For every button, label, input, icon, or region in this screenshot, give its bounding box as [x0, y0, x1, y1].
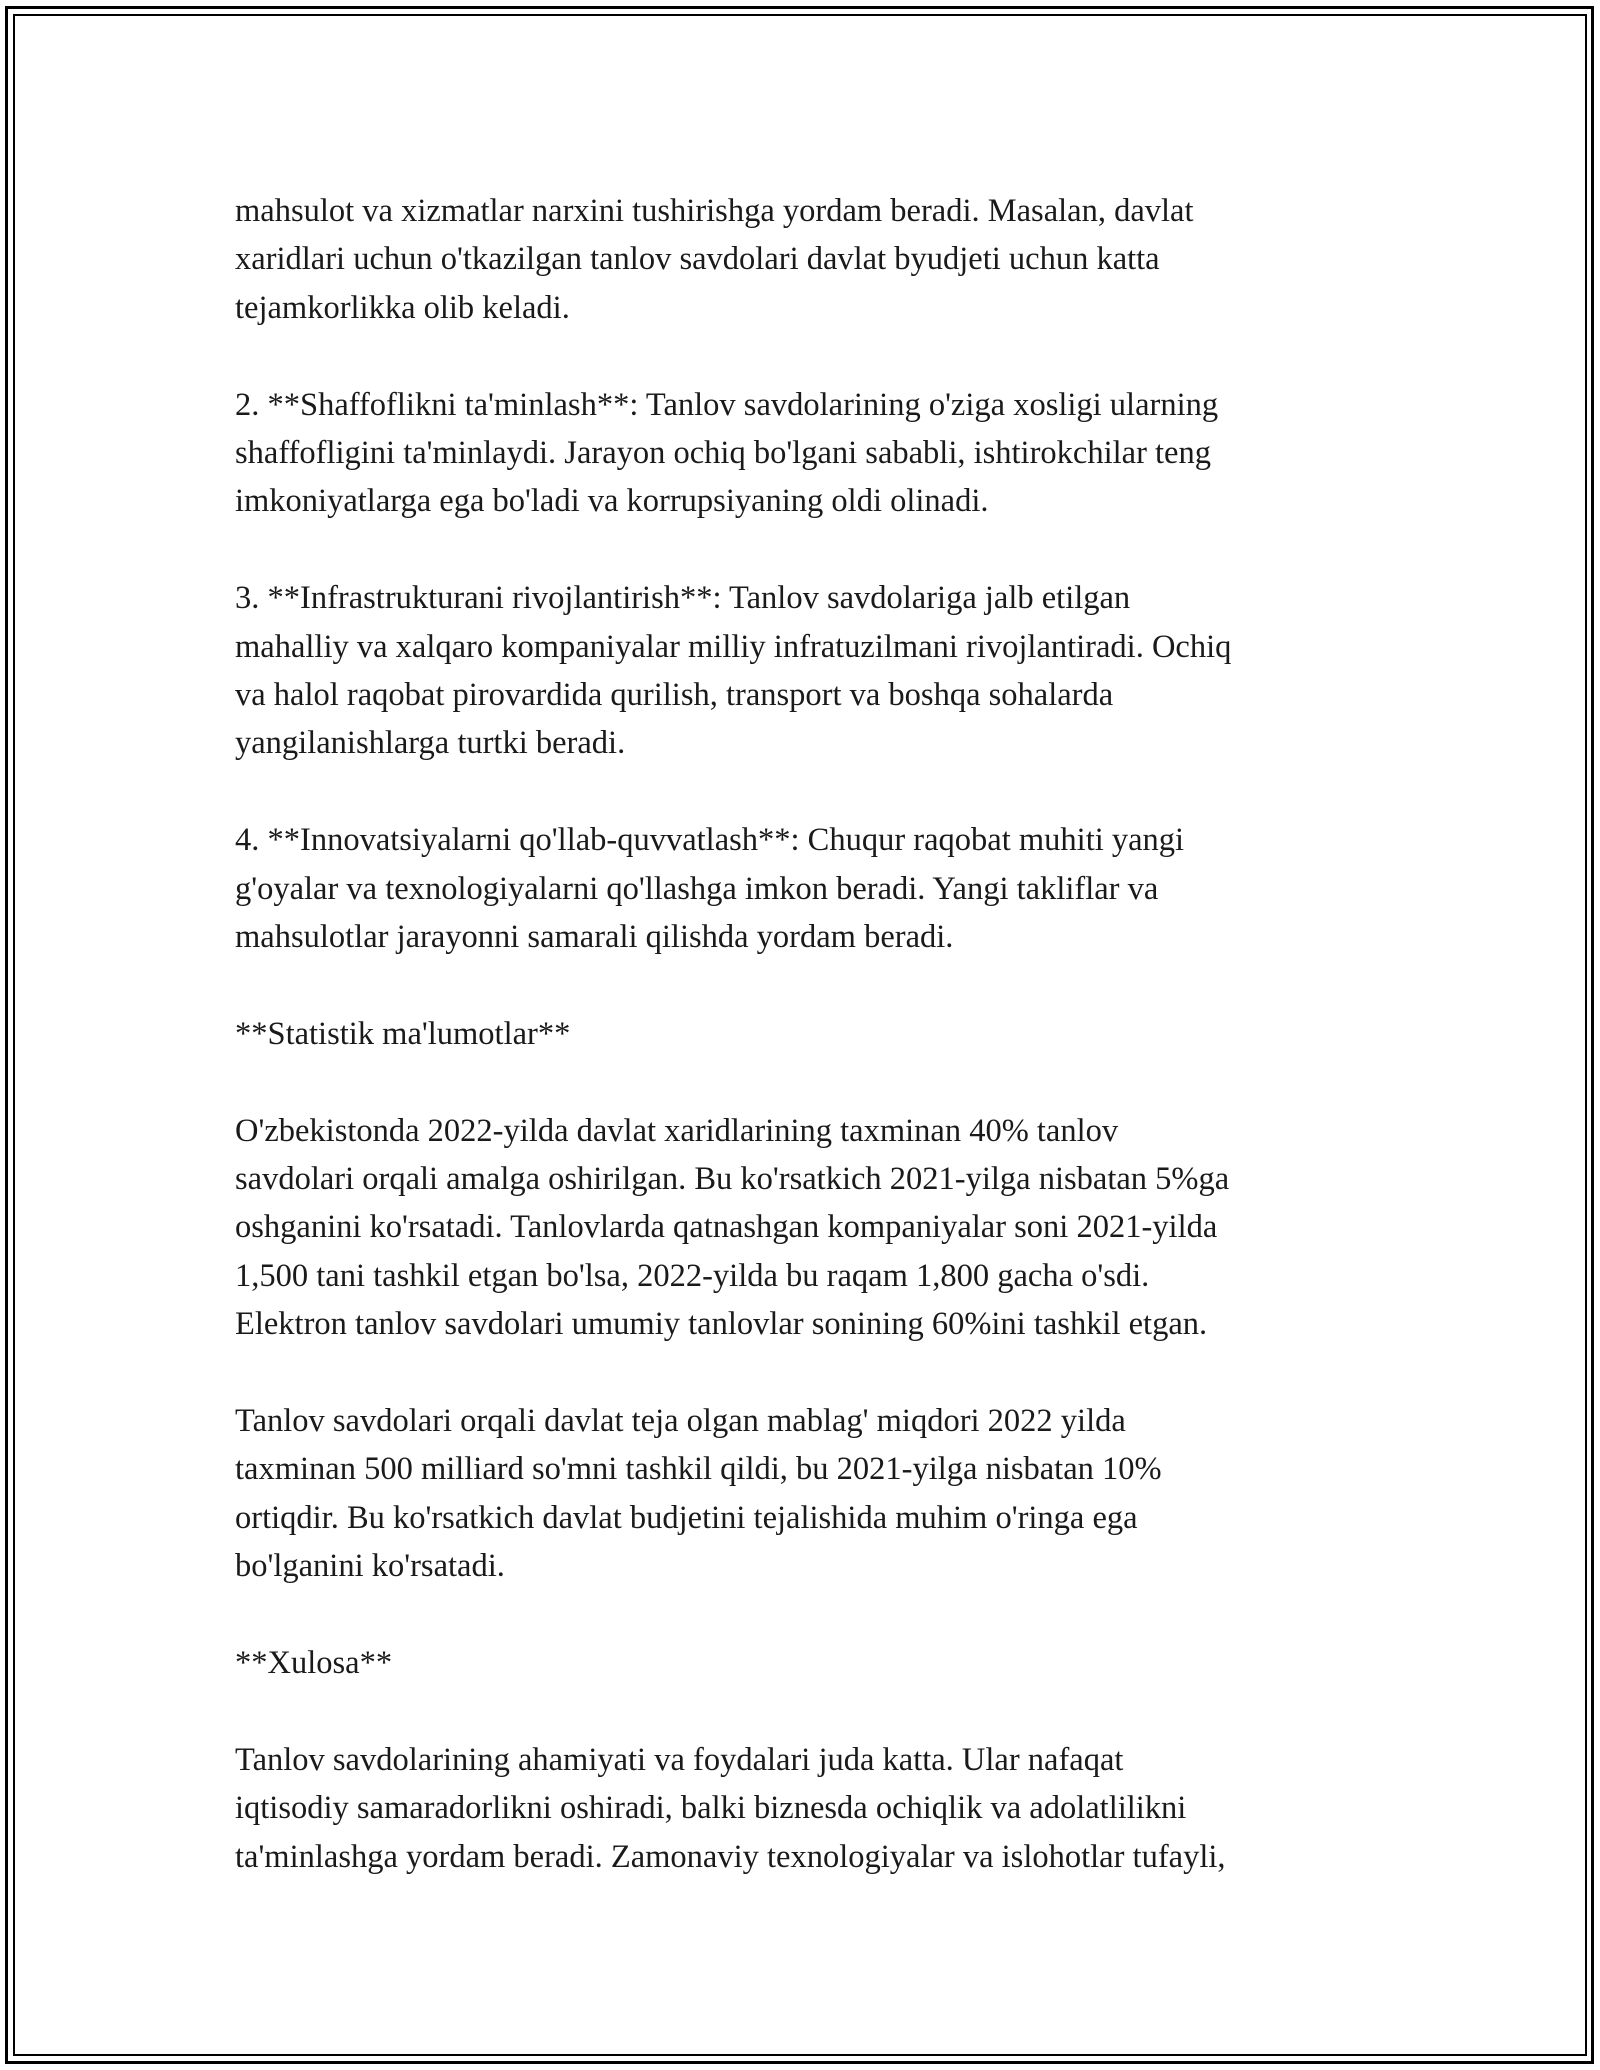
text-line: g'oyalar va texnologiyalarni qo'llashga imkon beradi. Yangi takliflar va: [235, 870, 1159, 907]
paragraph-statistics-1: [235, 1107, 1415, 1349]
paragraph-point-4: [235, 816, 1415, 961]
text-line: va halol raqobat pirovardida qurilish, transport va boshqa sohalarda: [235, 677, 1114, 714]
paragraph-point-2: [235, 381, 1415, 526]
text-line: mahalliy va xalqaro kompaniyalar milliy infratuzilmani rivojlantiradi. Ochiq: [235, 628, 1232, 665]
text-line: tejamkorlikka olib keladi.: [235, 289, 570, 326]
paragraph-conclusion: [235, 1736, 1415, 1881]
paragraph-statistics-2: [235, 1397, 1415, 1591]
paragraph-point-3: [235, 574, 1415, 768]
text-line: mahsulot va xizmatlar narxini tushirishga yordam beradi. Masalan, davlat: [235, 193, 1194, 229]
text-line: 3. **Infrastrukturani rivojlantirish**: Tanlov savdolariga jalb etilgan: [235, 580, 1131, 617]
section-heading-statistics: [235, 1010, 1415, 1058]
text-line: iqtisodiy samaradorlikni oshiradi, balki biznesda ochiqlik va adolatlilikni: [235, 1790, 1187, 1827]
text-line: oshganini ko'rsatadi. Tanlovlarda qatnashgan kompaniyalar soni 2021-yilda: [235, 1209, 1218, 1246]
text-line: Elektron tanlov savdolari umumiy tanlovlar sonining 60%ini tashkil etgan.: [235, 1306, 1208, 1343]
paragraph-intro-continuation: [235, 187, 1415, 332]
text-line: ortiqdir. Bu ko'rsatkich davlat budjetini tejalishida muhim o'ringa ega: [235, 1499, 1138, 1536]
text-line: taxminan 500 milliard so'mni tashkil qildi, bu 2021-yilga nisbatan 10%: [235, 1451, 1162, 1488]
text-line: 4. **Innovatsiyalarni qo'llab-quvvatlash**: Chuqur raqobat muhiti yangi: [235, 822, 1185, 859]
text-line: savdolari orqali amalga oshirilgan. Bu ko'rsatkich 2021-yilga nisbatan 5%ga: [235, 1161, 1230, 1198]
text-line: bo'lganini ko'rsatadi.: [235, 1548, 505, 1585]
section-heading-conclusion: [235, 1639, 1415, 1687]
text-line: imkoniyatlarga ega bo'ladi va korrupsiyaning oldi olinadi.: [235, 483, 989, 520]
text-line: 1,500 tani tashkil etgan bo'lsa, 2022-yilda bu raqam 1,800 gacha o'sdi.: [235, 1257, 1150, 1294]
text-line: Tanlov savdolari orqali davlat teja olgan mablag' miqdori 2022 yilda: [235, 1403, 1126, 1440]
text-line: mahsulotlar jarayonni samarali qilishda yordam beradi.: [235, 919, 954, 956]
text-line: xaridlari uchun o'tkazilgan tanlov savdolari davlat byudjeti uchun katta: [235, 241, 1160, 278]
text-line: O'zbekistonda 2022-yilda davlat xaridlarining taxminan 40% tanlov: [235, 1112, 1119, 1149]
text-line: 2. **Shaffoflikni ta'minlash**: Tanlov savdolarining o'ziga xosligi ularning: [235, 386, 1219, 423]
text-line: shaffofligini ta'minlaydi. Jarayon ochiq bo'lgani sababli, ishtirokchilar teng: [235, 435, 1211, 472]
heading-text: **Statistik ma'lumotlar**: [235, 1015, 571, 1052]
text-line: ta'minlashga yordam beradi. Zamonaviy texnologiyalar va islohotlar tufayli,: [235, 1838, 1226, 1875]
heading-text: **Xulosa**: [235, 1645, 393, 1682]
text-line: Tanlov savdolarining ahamiyati va foydalari juda katta. Ular nafaqat: [235, 1741, 1124, 1778]
text-line: yangilanishlarga turtki beradi.: [235, 725, 626, 762]
document-body: [235, 187, 1415, 1881]
